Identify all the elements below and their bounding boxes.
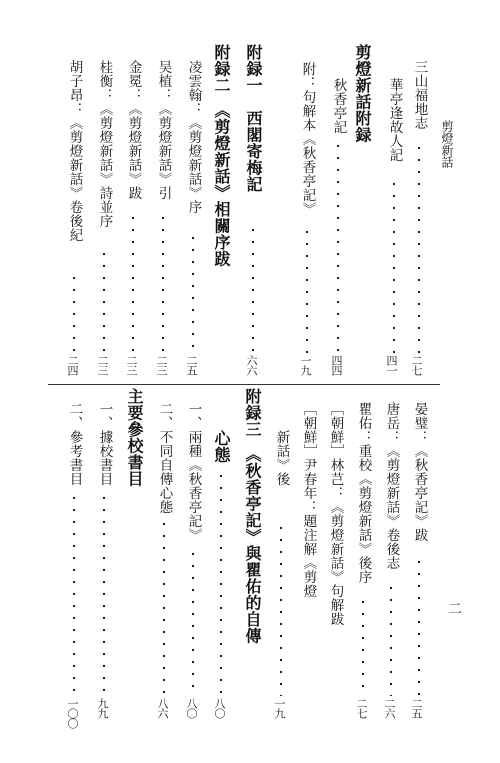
toc-entry: 金冕：《剪燈新話》跋: [125, 60, 142, 200]
leader-dots: [162, 518, 166, 696]
page-number: 八〇: [185, 698, 198, 718]
toc-entry: 二、不同自傳心態: [156, 402, 173, 514]
page-number: 二七: [355, 698, 368, 718]
toc-entry: 唐岳：《剪燈新話》卷後志: [383, 402, 400, 570]
page-number: 二六: [383, 698, 396, 718]
toc-entry: 晏璧：《秋香亭記》跋: [411, 402, 428, 542]
leader-dots: [361, 596, 365, 696]
leader-dots: [161, 212, 165, 354]
page-number: 二五: [185, 355, 198, 375]
leader-dots: [191, 232, 195, 354]
page-number: 二七: [410, 355, 423, 375]
toc-entry: 附：句解本《秋香亭記》: [299, 62, 316, 216]
leader-dots: [219, 470, 223, 696]
page-number: 二三: [96, 355, 109, 375]
leader-dots: [72, 492, 76, 696]
toc-entry: 秋香亭記: [330, 78, 347, 134]
toc-entry: 凌雲翰：《剪燈新話》序: [185, 60, 202, 214]
leader-dots: [389, 582, 393, 696]
leader-dots: [191, 548, 195, 696]
leader-dots: [392, 178, 396, 354]
toc-entry: 一、據校書目: [96, 402, 113, 486]
leader-dots: [305, 226, 309, 354]
toc-entry: 三山福地志: [411, 60, 428, 130]
toc-appendix-heading-continuation: 心態: [212, 430, 231, 463]
page-number: 一九: [299, 355, 312, 375]
page-number: 一九: [273, 698, 286, 718]
leader-dots: [72, 272, 76, 354]
page-number: 二五: [410, 698, 423, 718]
toc-section-heading: 主要參校書目: [125, 388, 144, 487]
leader-dots: [417, 556, 421, 696]
page-number: 四四: [330, 355, 343, 375]
toc-entry: 瞿佑：重校《剪燈新話》後序: [355, 402, 372, 584]
toc-entry: 胡子昂：《剪燈新話》卷後紀: [66, 60, 83, 242]
toc-entry: 吴植：《剪燈新話》引: [155, 60, 172, 200]
leader-dots: [102, 248, 106, 354]
page-number: 九九: [96, 698, 109, 718]
page-number: 一〇〇: [66, 698, 79, 728]
leader-dots: [417, 142, 421, 354]
section-divider: [48, 384, 440, 385]
toc-entry: 華亭逢故人記: [386, 78, 403, 162]
toc-appendix-heading: 附録一 西閣寄梅記: [244, 44, 263, 193]
folio-number: 二: [446, 601, 462, 615]
toc-entry: 桂衡：《剪燈新話》詩並序: [96, 60, 113, 228]
leader-dots: [336, 140, 340, 354]
page-number: 二三: [155, 355, 168, 375]
page-number: 六六: [245, 355, 258, 375]
toc-entry: ［朝鮮］尹春年：題注解《剪燈: [300, 402, 317, 598]
toc-entry-continuation: 新話》後: [273, 430, 290, 486]
page-number: 八六: [156, 698, 169, 718]
toc-entry: 一、兩種《秋香亭記》: [185, 402, 202, 542]
leader-dots: [251, 224, 255, 354]
toc-entry: 二、參考書目: [66, 402, 83, 486]
leader-dots: [131, 212, 135, 354]
toc-appendix-heading: 附録三 《秋香亭記》與瞿佑的自傳: [243, 388, 262, 644]
running-title: 剪燈新話: [440, 120, 454, 168]
page-number: 四一: [385, 355, 398, 375]
leader-dots: [279, 522, 283, 696]
page-number: 八〇: [213, 698, 226, 718]
toc-entry: ［朝鮮］林芑：《剪燈新話》句解跋: [327, 402, 344, 626]
page-number: 二四: [66, 355, 79, 375]
toc-appendix-heading: 附録二 《剪燈新話》相關序跋: [212, 44, 231, 267]
toc-section-heading: 剪燈新話附録: [353, 44, 372, 143]
page-number: 二三: [125, 355, 138, 375]
leader-dots: [102, 492, 106, 696]
